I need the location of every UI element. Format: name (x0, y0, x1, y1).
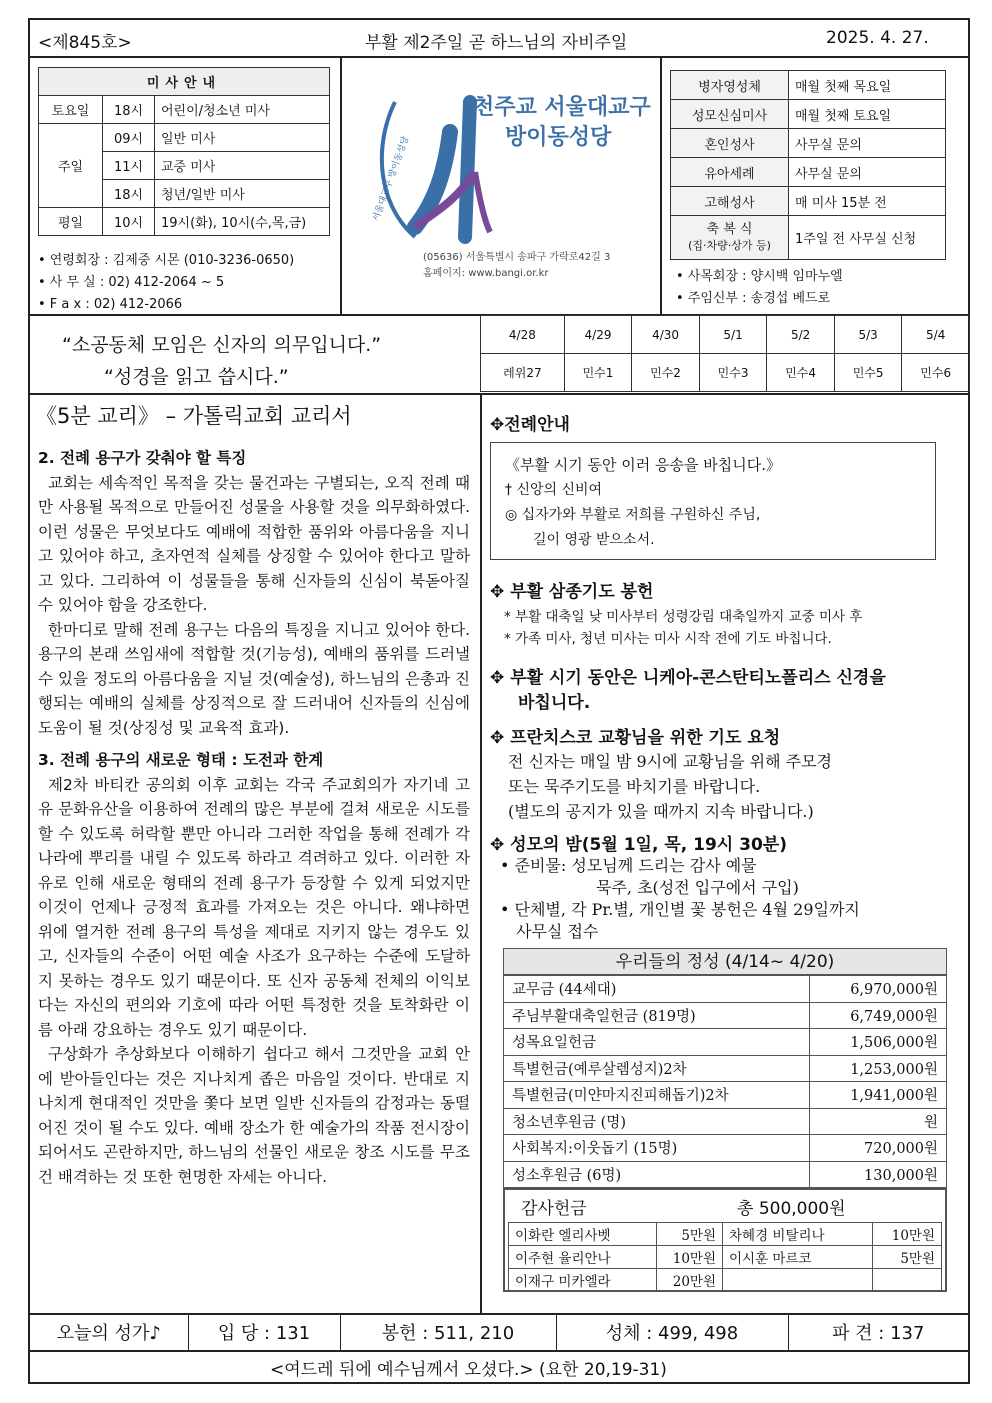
hymn-offertory: 봉헌 : 511, 210 (340, 1314, 556, 1350)
church-logo (355, 62, 655, 277)
mass-title: 미사안내 (39, 68, 330, 96)
may-devotion-title: ✥ 성모의 밤(5월 1일, 목, 19시 30분) (490, 835, 787, 855)
pope-prayer-body: 전 신자는 매일 밤 9시에 교황님을 위해 주모경 또는 묵주기도를 바치기를 바랍니다. (별도의 공지가 있을 때까지 지속 바랍니다.) (508, 752, 832, 821)
page-title: 부활 제2주일 곧 하느님의 자비주일 (365, 33, 628, 53)
catechism-title: 《5분 교리》 – 가톨릭교회 교리서 (36, 404, 352, 428)
church-homepage: 홈페이지: www.bangi.or.kr (423, 268, 549, 279)
emblem-arc-text: 서울대교구 방이동성당 (371, 135, 412, 223)
bible-reading-calendar: 4/28 4/29 4/30 5/1 5/2 5/3 5/4 레위27 민수1 민수2 민수3 민수4 민수5 민수6 (480, 315, 970, 392)
contact-info: • 연령회장 : 김제중 시몬 (010-3236-0650) • 사 무 실 : 02) 412-2064 ~ 5 • F a x : 02) 412-2066 (38, 253, 295, 312)
hymn-label: 오늘의 성가♪ (30, 1314, 188, 1350)
slogan-2: “성경을 읽고 씁시다.” (104, 366, 289, 388)
regina-caeli-notes: * 부활 대축일 낮 미사부터 성령강림 대축일까지 교중 미사 후 * 가족 미사, 청년 미사는 미사 시작 전에 기도 바칩니다. (504, 609, 863, 647)
may-devotion-body: • 준비물: 성모님께 드리는 감사 예물 묵주, 초(성전 입구에서 구입) • 단체별, 각 Pr.별, 개인별 꽃 봉헌은 4월 29일까지 사무실 접수 (500, 856, 860, 941)
hymn-bar (30, 1314, 968, 1350)
pope-prayer-title: ✥ 프란치스코 교황님을 위한 기도 요청 (490, 728, 781, 748)
slogan-1: “소공동체 모임은 신자의 의무입니다.” (62, 334, 382, 356)
church-name-line1: 천주교 서울대교구 (473, 95, 651, 120)
regina-caeli-title: ✥ 부활 삼종기도 봉헌 (490, 582, 654, 602)
hymn-communion: 성체 : 499, 498 (556, 1314, 788, 1350)
catechism-body: 2. 전례 용구가 갖춰야 할 특징 교회는 세속적인 목적을 갖는 물건과는 구별되는, 오직 전례 때만 사용될 목적으로 만들어진 성물을 사용할 것을 의무화하였다. 이런 성물은 무엇보다도 예배에 적합한 품위와 아름다움을 지니고 있어야 하고, 초자연적 실체를 상징할 수 있어야 한다고 말하고 있다. 그리하여 이 성물들을 통해 신자들의 신심이 북돋아질 수 있어야 함을 강조한다. 한마디로 말해 전례 용구는 다음의 특징을 지니고 있어야 한다. 용구의 본래 쓰임새에 적합할 것(기능성), 예배의 품위를 드러낼 수 있을 정도의 아름다움을 지닐 것(예술성), 하느님의 은총과 진행되는 예배의 실체를 상징적으로 잘 드러내어 신자들의 신심에 도움이 될 것(상징성 및 교육적 효과). 3. 전례 용구의 새로운 형태 : 도전과 한계 제2차 바티칸 공의회 이후 교회는 각국 주교회의가 자기네 고유 문화유산을 이용하여 전례의 많은 부분에 걸쳐 새로운 시도를 할 수 있도록 허락할 뿐만 아니라 그러한 작업을 통해 전례가 각 나라에 뿌리를 내릴 수 있도록 하라고 격려하고 있다. 이러한 자유로 인해 새로운 형태의 전례 용구가 등장할 수 있게 되었지만 이것이 언제나 긍정적 효과를 가져오는 것은 아니다. 왜냐하면 위에 열거한 전례 용구의 특성을 제대로 지키지 않는 경우도 있고, 신자들의 수준이 어떤 예술 사조가 요구하는 수준에 도달하지 못하는 경우도 있기 때문이다. 또 신자 공동체 전체의 이익보다는 자신의 편의와 기호에 따라 어떤 특정한 것을 토착화란 이름 아래 강요하는 경우도 있기 때문이다. 구상화가 추상화보다 이해하기 쉽다고 해서 그것만을 교회 안에 받아들인다는 것은 지나치게 좁은 마음일 것이다. 반대로 지나치게 현대적인 것만을 쫓다 보면 일반 신자들의 감정과는 동떨어진 것이 될 수도 있다. 예배 장소가 한 예술가의 작품 전시장이 되어서도 곤란하지만, 하느님의 선물인 새로운 창조 시도를 무조건 배격하는 것 또한 현명한 자세는 아니다. (38, 449, 470, 1186)
creed-notice: ✥ 부활 시기 동안은 니케아-콘스탄티노폴리스 신경을 바칩니다. (490, 668, 886, 713)
clergy-info: • 사목회장 : 양시백 임마누엘 • 주임신부 : 송경섭 베드로 (676, 269, 843, 306)
thanks-offering-table: 이화란 엘리사벳 5만원 차혜경 비탈리나 10만원 이주현 율리안나 10만원 이시훈 마르코 5만원 이재구 미카엘라 20만원 (508, 1222, 942, 1292)
issue-number: <제845호> (38, 33, 132, 53)
mass-schedule-table: 미사안내 토요일 18시 어린이/청소년 미사 주일 09시 일반 미사 11시 교중 미사 18시 청년/일반 미사 평일 10시 19시(화), 10시(수,목,금) (38, 67, 330, 236)
sacraments-table: 병자영성체 매월 첫째 목요일 성모신심미사 매월 첫째 토요일 혼인성사 사무실 문의 유아세례 사무실 문의 고해성사 매 미사 15분 전 축 복 식 (집·차량·상가 등) 1주일 전 사무실 신청 (670, 70, 946, 260)
offerings-table: 교무금 (44세대) 6,970,000원 주님부활대축일헌금 (819명) 6,749,000원 성목요일헌금 1,506,000원 특별헌금(예루살렘성지)2차 1,253,000원 특별헌금(미얀마지진피해돕기)2차 1,941,000원 청소년후원금 (명) 원 사회복지:이웃돕기 (15명) 720,000원 성소후원금 (6명) 130,000원 (503, 975, 947, 1188)
liturgy-response-box: 《부활 시기 동안 이러 응송을 바칩니다.》 † 신앙의 신비여 ◎ 십자가와 부활로 저희를 구원하신 주님, 길이 영광 받으소서. (490, 442, 936, 560)
offerings-title: 우리들의 정성 (4/14~ 4/20) (503, 948, 947, 975)
hymn-dismissal: 파 견 : 137 (832, 1323, 925, 1344)
liturgy-guide-title: ✥전례안내 (490, 415, 570, 435)
thanks-offering-box: 감사헌금 총 500,000원 이화란 엘리사벳 5만원 차혜경 비탈리나 10만원 이주현 율리안나 10만원 이시훈 마르코 5만원 이재구 미카엘라 20만원 (503, 1188, 947, 1292)
church-name-line2: 방이동성당 (505, 125, 612, 150)
church-address: (05636) 서울특별시 송파구 가락로42길 3 (423, 252, 611, 263)
hymn-entrance: 입 당 : 131 (188, 1314, 340, 1350)
issue-date: 2025. 4. 27. (826, 28, 929, 48)
gospel-reference: <여드레 뒤에 예수님께서 오셨다.> (요한 20,19-31) (270, 1360, 667, 1380)
